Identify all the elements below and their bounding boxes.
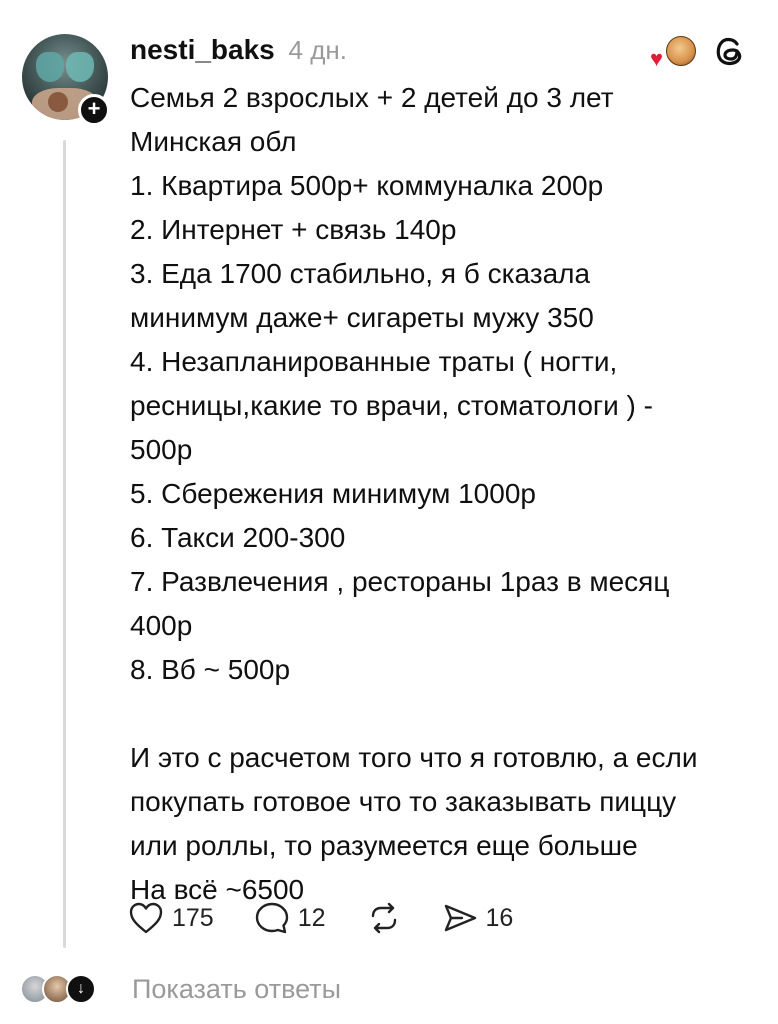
comment-icon [254,901,290,935]
post-line: или роллы, то разумеется еще больше [130,830,638,861]
post-line: покупать готовое что то заказывать пиццу [130,786,677,817]
author-username[interactable]: nesti_baks [130,34,275,65]
post-line: ресницы,какие то врачи, стоматологи ) - [130,390,653,421]
reaction-badge[interactable] [650,34,698,70]
threads-logo-icon[interactable] [710,32,748,70]
post-line: Минская обл [130,126,297,157]
show-replies-link[interactable]: Показать ответы [132,973,341,1004]
thread-connector-line [63,140,66,948]
post-line: 7. Развлечения , рестораны 1раз в месяц [130,566,670,597]
post-line: 8. Вб ~ 500р [130,654,291,685]
comment-button[interactable] [254,901,326,935]
post-line: минимум даже+ сигареты мужу 350 [130,302,594,333]
post-line: 5. Сбережения минимум 1000р [130,478,536,509]
post-line: 2. Интернет + связь 140р [130,214,457,245]
post-header [130,30,347,70]
post-line: 400р [130,610,193,641]
repost-icon [366,901,402,935]
comment-count: 12 [297,903,326,932]
share-count: 16 [485,903,514,932]
post-line: На всё ~6500 [130,874,305,905]
repost-button[interactable] [366,901,402,935]
like-count: 175 [172,903,214,932]
post-actions [128,896,553,940]
avatar-detail [36,52,64,82]
send-icon [442,901,478,935]
post-line: 3. Еда 1700 стабильно, я б сказала [130,258,591,289]
avatar-detail [66,52,94,82]
reply-avatars [20,968,110,1010]
heart-reaction-icon: ♥ [650,46,664,71]
post-line: 6. Такси 200-300 [130,522,346,553]
post-line: Семья 2 взрослых + 2 детей до 3 лет [130,82,614,113]
follow-plus-icon[interactable]: + [78,94,110,126]
post-line: И это с расчетом того что я готовлю, а если [130,742,698,773]
reactor-avatar [666,36,696,66]
share-button[interactable] [442,901,514,935]
like-button[interactable] [128,901,214,935]
post-body [130,76,760,912]
avatar-detail [48,92,68,112]
arrow-down-icon: ↓ [66,974,96,1004]
post-line: 4. Незапланированные траты ( ногти, [130,346,618,377]
paragraph-gap [130,692,760,736]
heart-icon [128,901,164,935]
post-line: 500р [130,434,193,465]
show-replies-row[interactable] [20,968,341,1010]
post-line: 1. Квартира 500р+ коммуналка 200р [130,170,604,201]
post-time: 4 дн. [288,35,347,65]
